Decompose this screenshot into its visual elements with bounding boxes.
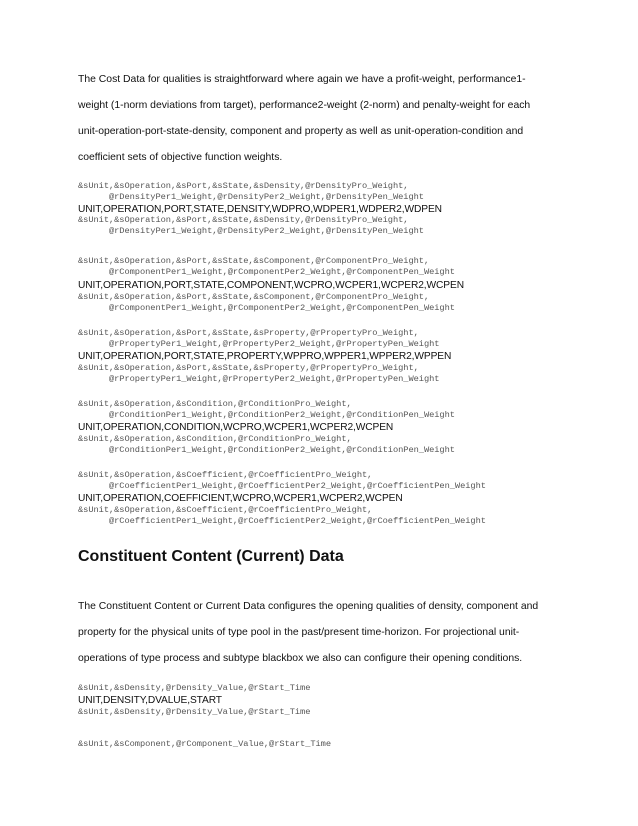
intro-line-4: coefficient sets of objective function weights. — [78, 152, 283, 163]
code-condition-call-1: &sUnit,&sOperation,&sCondition,@rConditionPro_Weight, @rConditionPer1_Weight,@rConditionPer2_Weight,@rConditionPen_Weight — [78, 399, 455, 421]
code-density-value-call-1: &sUnit,&sDensity,@rDensity_Value,@rStart_Time — [78, 683, 311, 693]
section-line-3: operations of type process and subtype blackbox we also can configure their opening conditions. — [78, 653, 523, 664]
code-component-value-call: &sUnit,&sComponent,@rComponent_Value,@rStart_Time — [78, 739, 332, 749]
code-condition-call-2: &sUnit,&sOperation,&sCondition,@rConditionPro_Weight, @rConditionPer1_Weight,@rConditionPer2_Weight,@rConditionPen_Weight — [78, 434, 455, 456]
code-coefficient-call-2: &sUnit,&sOperation,&sCoefficient,@rCoefficientPro_Weight, @rCoefficientPer1_Weight,@rCoefficientPer2_Weight,@rCoefficientPen_Weight — [78, 505, 486, 527]
code-density-value-call-2: &sUnit,&sDensity,@rDensity_Value,@rStart_Time — [78, 707, 311, 717]
header-property: UNIT,OPERATION,PORT,STATE,PROPERTY,WPPRO,WPPER1,WPPER2,WPPEN — [78, 351, 452, 362]
section-line-1: The Constituent Content or Current Data configures the opening qualities of density, component and — [78, 601, 539, 612]
header-condition: UNIT,OPERATION,CONDITION,WCPRO,WCPER1,WCPER2,WCPEN — [78, 422, 394, 433]
code-property-call-1: &sUnit,&sOperation,&sPort,&sState,&sProperty,@rPropertyPro_Weight, @rPropertyPer1_Weight,@rPropertyPer2_Weight,@rPropertyPen_Weight — [78, 328, 440, 350]
code-coefficient-call-1: &sUnit,&sOperation,&sCoefficient,@rCoefficientPro_Weight, @rCoefficientPer1_Weight,@rCoefficientPer2_Weight,@rCoefficientPen_Weight — [78, 470, 486, 492]
header-component: UNIT,OPERATION,PORT,STATE,COMPONENT,WCPRO,WCPER1,WCPER2,WCPEN — [78, 280, 464, 291]
intro-line-1: The Cost Data for qualities is straightforward where again we have a profit-weight, performance1- — [78, 74, 526, 85]
code-property-call-2: &sUnit,&sOperation,&sPort,&sState,&sProperty,@rPropertyPro_Weight, @rPropertyPer1_Weight,@rPropertyPer2_Weight,@rPropertyPen_Weight — [78, 363, 440, 385]
section-line-2: property for the physical units of type pool in the past/present time-horizon. For projectional unit- — [78, 627, 520, 638]
header-density-value: UNIT,DENSITY,DVALUE,START — [78, 695, 222, 706]
intro-line-3: unit-operation-port-state-density, component and property as well as unit-operation-condition and — [78, 126, 524, 137]
header-density: UNIT,OPERATION,PORT,STATE,DENSITY,WDPRO,WDPER1,WDPER2,WDPEN — [78, 204, 442, 215]
code-component-call-1: &sUnit,&sOperation,&sPort,&sState,&sComponent,@rComponentPro_Weight, @rComponentPer1_Weight,@rComponentPer2_Weight,@rComponentPen_Weight — [78, 256, 455, 278]
code-density-call-2: &sUnit,&sOperation,&sPort,&sState,&sDensity,@rDensityPro_Weight, @rDensityPer1_Weight,@rDensityPer2_Weight,@rDensityPen_Weight — [78, 215, 424, 237]
code-component-call-2: &sUnit,&sOperation,&sPort,&sState,&sComponent,@rComponentPro_Weight, @rComponentPer1_Weight,@rComponentPer2_Weight,@rComponentPen_Weight — [78, 292, 455, 314]
code-density-call-1: &sUnit,&sOperation,&sPort,&sState,&sDensity,@rDensityPro_Weight, @rDensityPer1_Weight,@rDensityPer2_Weight,@rDensityPen_Weight — [78, 181, 424, 203]
section-heading: Constituent Content (Current) Data — [78, 548, 344, 565]
intro-line-2: weight (1-norm deviations from target), performance2-weight (2-norm) and penalty-weight for each — [78, 100, 531, 111]
header-coefficient: UNIT,OPERATION,COEFFICIENT,WCPRO,WCPER1,WCPER2,WCPEN — [78, 493, 403, 504]
